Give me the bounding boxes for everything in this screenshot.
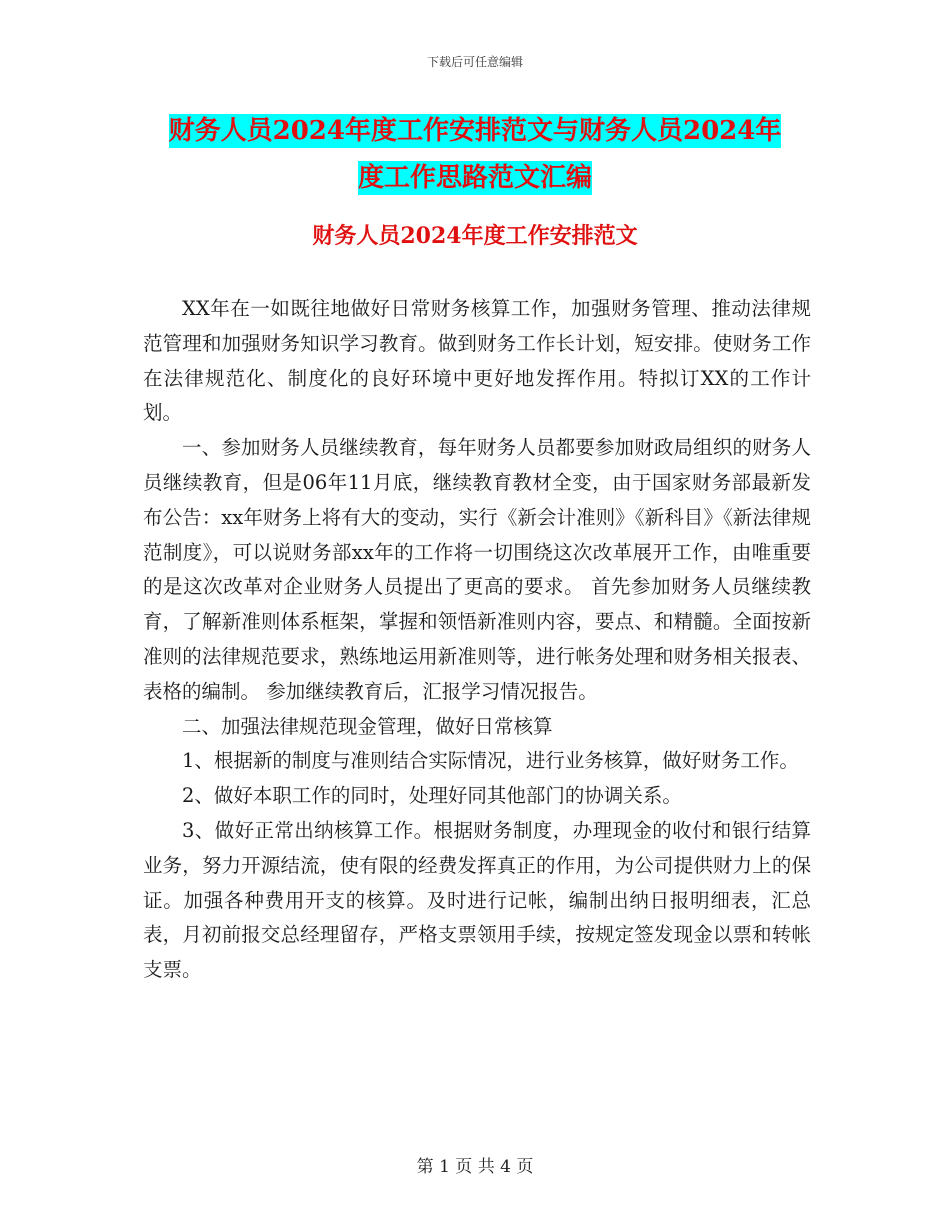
section-title: 财务人员2024年度工作安排范文 xyxy=(312,223,638,249)
paragraph-item-1: 一、参加财务人员继续教育，每年财务人员都要参加财政局组织的财务人员继续教育，但是06年11月底，继续教育教材全变，由于国家财务部最新发布公告：xx年财务上将有大的变动，实行《新会计准则》《新科目》《新法律规范制度》，可以说财务部xx年的工作将一切围绕这次改革展开工作，由唯重要的是这次改革对企业财务人员提出了更高的要求。 首先参加财务人员继续教育，了解新准则体系框架，掌握和领悟新准则内容，要点、和精髓。全面按新准则的法律规范要求，熟练地运用新准则等，进行帐务处理和财务相关报表、表格的编制。 参加继续教育后，汇报学习情况报告。 xyxy=(143,436,811,703)
paragraph-heading-2: 二、加强法律规范现金管理，做好日常核算 xyxy=(182,714,553,738)
paragraph-subitem-2: 2、做好本职工作的同时，处理好同其他部门的协调关系。 xyxy=(182,784,682,808)
paragraph-subitem-1: 1、根据新的制度与准则结合实际情况，进行业务核算，做好财务工作。 xyxy=(182,749,799,773)
header-note: 下载后可任意编辑 xyxy=(426,55,523,69)
page-number-footer: 第 1 页 共 4 页 xyxy=(416,1157,534,1177)
document-body xyxy=(143,292,811,988)
document-title-line-2: 度工作思路范文汇编 xyxy=(357,163,592,193)
document-title xyxy=(0,108,950,202)
paragraph-subitem-3: 3、做好正常出纳核算工作。根据财务制度，办理现金的收付和银行结算业务，努力开源结流，使有限的经费发挥真正的作用，为公司提供财力上的保证。加强各种费用开支的核算。及时进行记帐，编制出纳日报明细表，汇总表，月初前报交总经理留存，严格支票领用手续，按规定签发现金以票和转帐支票。 xyxy=(143,818,811,982)
paragraph-intro: XX年在一如既往地做好日常财务核算工作，加强财务管理、推动法律规范管理和加强财务知识学习教育。做到财务工作长计划，短安排。使财务工作在法律规范化、制度化的良好环境中更好地发挥作用。特拟订XX的工作计划。 xyxy=(143,297,811,425)
document-title-line-1: 财务人员2024年度工作安排范文与财务人员2024年 xyxy=(168,116,782,146)
